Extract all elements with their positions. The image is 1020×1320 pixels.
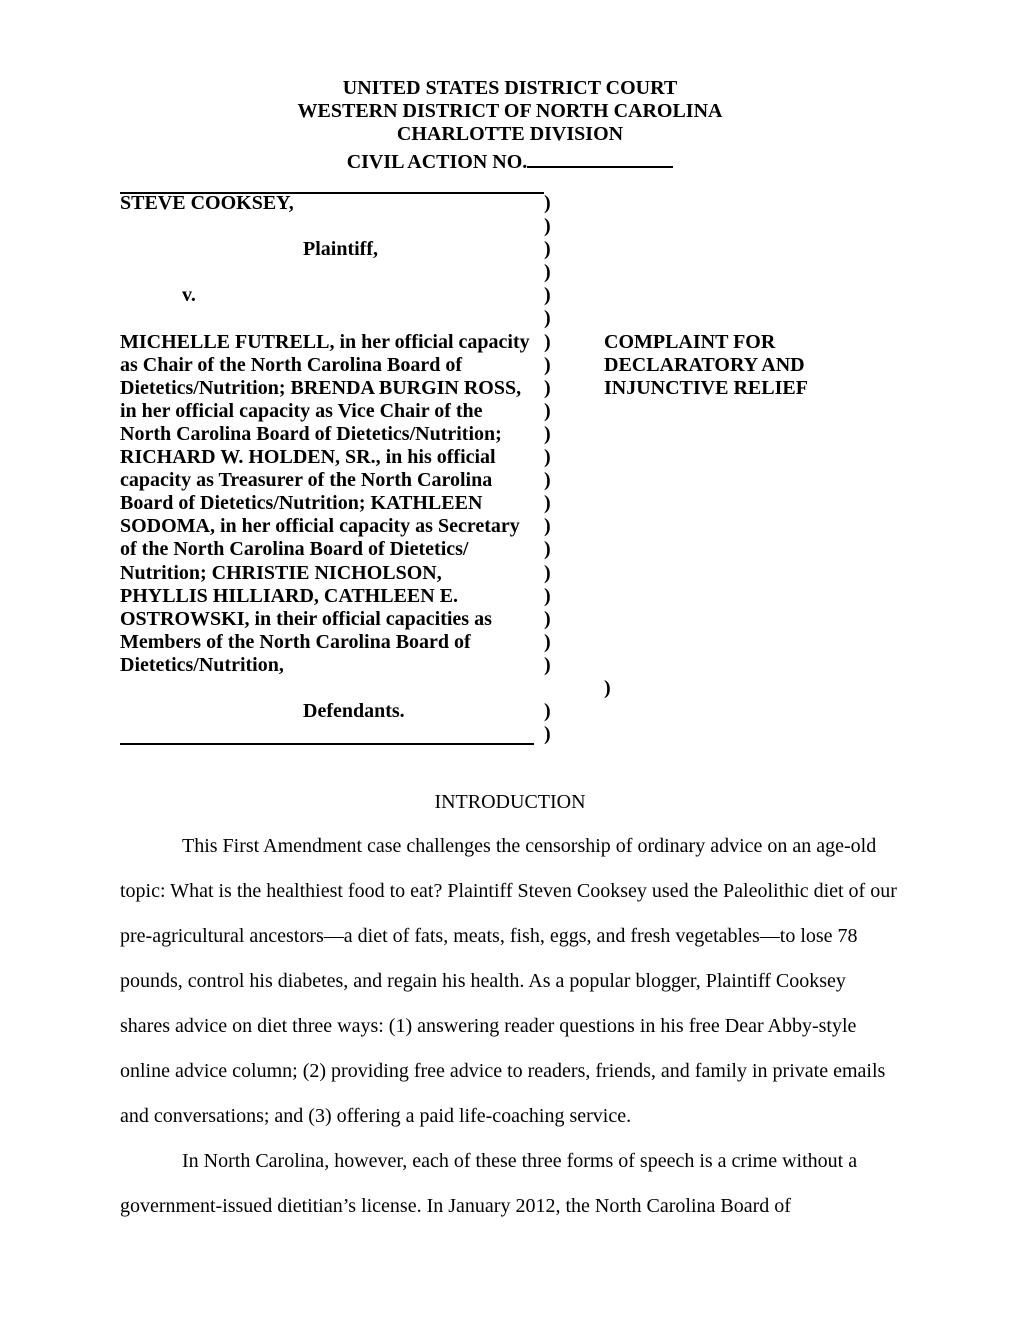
caption-party-text [120, 307, 544, 330]
caption-party-text: capacity as Treasurer of the North Carolina [120, 469, 493, 492]
caption-paren: ) [544, 238, 551, 261]
caption-party-text [120, 261, 544, 284]
court-name: UNITED STATES DISTRICT COURT [342, 77, 678, 99]
caption-right-cell [604, 469, 900, 492]
caption-right-cell [604, 215, 900, 238]
caption-party-text: RICHARD W. HOLDEN, SR., in his official [120, 446, 496, 469]
case-caption [120, 192, 900, 746]
caption-paren: ) [544, 399, 551, 422]
caption-right-cell [604, 723, 900, 746]
caption-party-text: OSTROWSKI, in their official capacities as [120, 607, 492, 630]
caption-right-cell [604, 654, 900, 677]
caption-row [120, 469, 900, 492]
body-text-line: In North Carolina, however, each of these three forms of speech is a crime without a [182, 1150, 858, 1172]
caption-paren: ) [544, 422, 551, 445]
body-text-line: online advice column; (2) providing free advice to readers, friends, and family in private emails [120, 1060, 886, 1082]
caption-party-text: in her official capacity as Vice Chair of the [120, 399, 483, 422]
body-text-line: pre-agricultural ancestors—a diet of fats, meats, fish, eggs, and fresh vegetables—to lose 78 [120, 925, 858, 947]
caption-row [120, 215, 900, 238]
caption-party-text: Dietetics/Nutrition; BRENDA BURGIN ROSS, [120, 376, 522, 399]
caption-party-text: as Chair of the North Carolina Board of [120, 353, 463, 376]
caption-paren: ) [544, 376, 551, 399]
caption-right-cell [604, 446, 900, 469]
introduction-heading: INTRODUCTION [434, 791, 586, 813]
caption-paren: ) [544, 584, 551, 607]
caption-party-text: of the North Carolina Board of Dietetics/ [120, 538, 469, 561]
introduction-paragraph [120, 824, 904, 1139]
caption-paren-shifted: ) [604, 676, 611, 699]
caption-right-cell [604, 608, 900, 631]
caption-paren: ) [544, 607, 551, 630]
caption-rows [120, 192, 900, 746]
caption-party-text: STEVE COOKSEY, [120, 192, 294, 214]
caption-paren: ) [544, 307, 551, 330]
caption-party-text: Dietetics/Nutrition, [120, 653, 284, 676]
caption-right-cell [604, 400, 900, 423]
caption-row [120, 446, 900, 469]
caption-paren: ) [544, 469, 551, 492]
caption-right-cell [604, 515, 900, 538]
caption-row [120, 515, 900, 538]
caption-paren: ) [544, 515, 551, 538]
body-text-line: This First Amendment case challenges the censorship of ordinary advice on an age-old [182, 835, 877, 857]
introduction-paragraph [120, 1139, 904, 1229]
caption-right-cell [604, 284, 900, 307]
caption-row [120, 562, 900, 585]
caption-row [120, 377, 900, 400]
caption-row [120, 631, 900, 654]
caption-row [120, 307, 900, 330]
caption-row [120, 700, 900, 723]
caption-party-text [120, 215, 544, 238]
caption-title-text: INJUNCTIVE RELIEF [604, 376, 808, 399]
caption-row [120, 538, 900, 561]
caption-right-cell [604, 307, 900, 330]
body-text-line: government-issued dietitian’s license. In January 2012, the North Carolina Board of [120, 1195, 791, 1217]
body-text-line: topic: What is the healthiest food to eat? Plaintiff Steven Cooksey used the Paleolithic diet of our [120, 880, 897, 902]
caption-row [120, 238, 900, 261]
caption-paren: ) [544, 192, 551, 214]
caption-party-text: SODOMA, in her official capacity as Secretary [120, 515, 520, 538]
caption-row [120, 585, 900, 608]
caption-paren: ) [544, 492, 551, 515]
introduction-body [120, 824, 904, 1229]
caption-paren: ) [544, 353, 551, 376]
caption-bottom-rule-cell [120, 723, 544, 746]
caption-row [120, 654, 900, 677]
caption-party-text: Members of the North Carolina Board of [120, 630, 471, 653]
caption-right-cell [604, 492, 900, 515]
caption-row [120, 354, 900, 377]
caption-row [120, 400, 900, 423]
caption-row [120, 284, 900, 307]
caption-row [120, 492, 900, 515]
caption-paren: ) [544, 538, 551, 561]
caption-row [120, 331, 900, 354]
caption-party-text [120, 677, 544, 700]
division-name: CHARLOTTE DIVISION [396, 123, 624, 146]
caption-paren: ) [544, 630, 551, 653]
caption-title-text: DECLARATORY AND [604, 353, 805, 376]
caption-party-text: v. [182, 284, 196, 307]
caption-row [120, 192, 900, 215]
caption-row [120, 608, 900, 631]
caption-paren [544, 677, 604, 700]
court-header [0, 77, 1020, 174]
caption-paren: ) [544, 215, 551, 238]
caption-top-rule [120, 192, 544, 194]
caption-party-text: PHYLLIS HILLIARD, CATHLEEN E. [120, 584, 459, 607]
caption-party-text: Defendants. [303, 700, 405, 723]
caption-title-text: COMPLAINT FOR [604, 330, 776, 353]
body-text-line: pounds, control his diabetes, and regain his health. As a popular blogger, Plaintiff Cooksey [120, 970, 846, 992]
caption-right-cell [604, 261, 900, 284]
caption-right-cell [604, 700, 900, 723]
caption-party-text: Nutrition; CHRISTIE NICHOLSON, [120, 561, 442, 584]
civil-action-line [0, 146, 1020, 174]
caption-paren: ) [544, 653, 551, 676]
caption-row [120, 261, 900, 284]
civil-action-number-blank [527, 146, 673, 168]
caption-right-cell [604, 562, 900, 585]
caption-right-cell [604, 538, 900, 561]
body-text-line: shares advice on diet three ways: (1) answering reader questions in his free Dear Abby-style [120, 1015, 857, 1037]
caption-paren: ) [544, 330, 551, 353]
caption-right-cell [604, 238, 900, 261]
caption-paren: ) [544, 561, 551, 584]
caption-paren: ) [544, 261, 551, 284]
district-name: WESTERN DISTRICT OF NORTH CAROLINA [297, 100, 723, 123]
caption-right-cell [604, 423, 900, 446]
caption-bottom-rule [120, 723, 534, 745]
caption-paren: ) [544, 284, 551, 307]
body-text-line: and conversations; and (3) offering a paid life-coaching service. [120, 1105, 632, 1127]
caption-paren: ) [544, 446, 551, 469]
caption-row [120, 723, 900, 746]
caption-row [120, 423, 900, 446]
caption-right-cell [604, 631, 900, 654]
caption-party-text: Board of Dietetics/Nutrition; KATHLEEN [120, 492, 483, 515]
caption-party-text: North Carolina Board of Dietetics/Nutrition; [120, 422, 502, 445]
civil-action-label: CIVIL ACTION NO. [346, 151, 528, 174]
caption-row [120, 677, 900, 700]
caption-right-cell [604, 585, 900, 608]
caption-right-cell [604, 192, 900, 215]
caption-paren: ) [544, 700, 551, 723]
caption-party-text: Plaintiff, [303, 238, 378, 261]
caption-party-text: MICHELLE FUTRELL, in her official capacity [120, 330, 530, 353]
caption-paren: ) [544, 723, 551, 746]
